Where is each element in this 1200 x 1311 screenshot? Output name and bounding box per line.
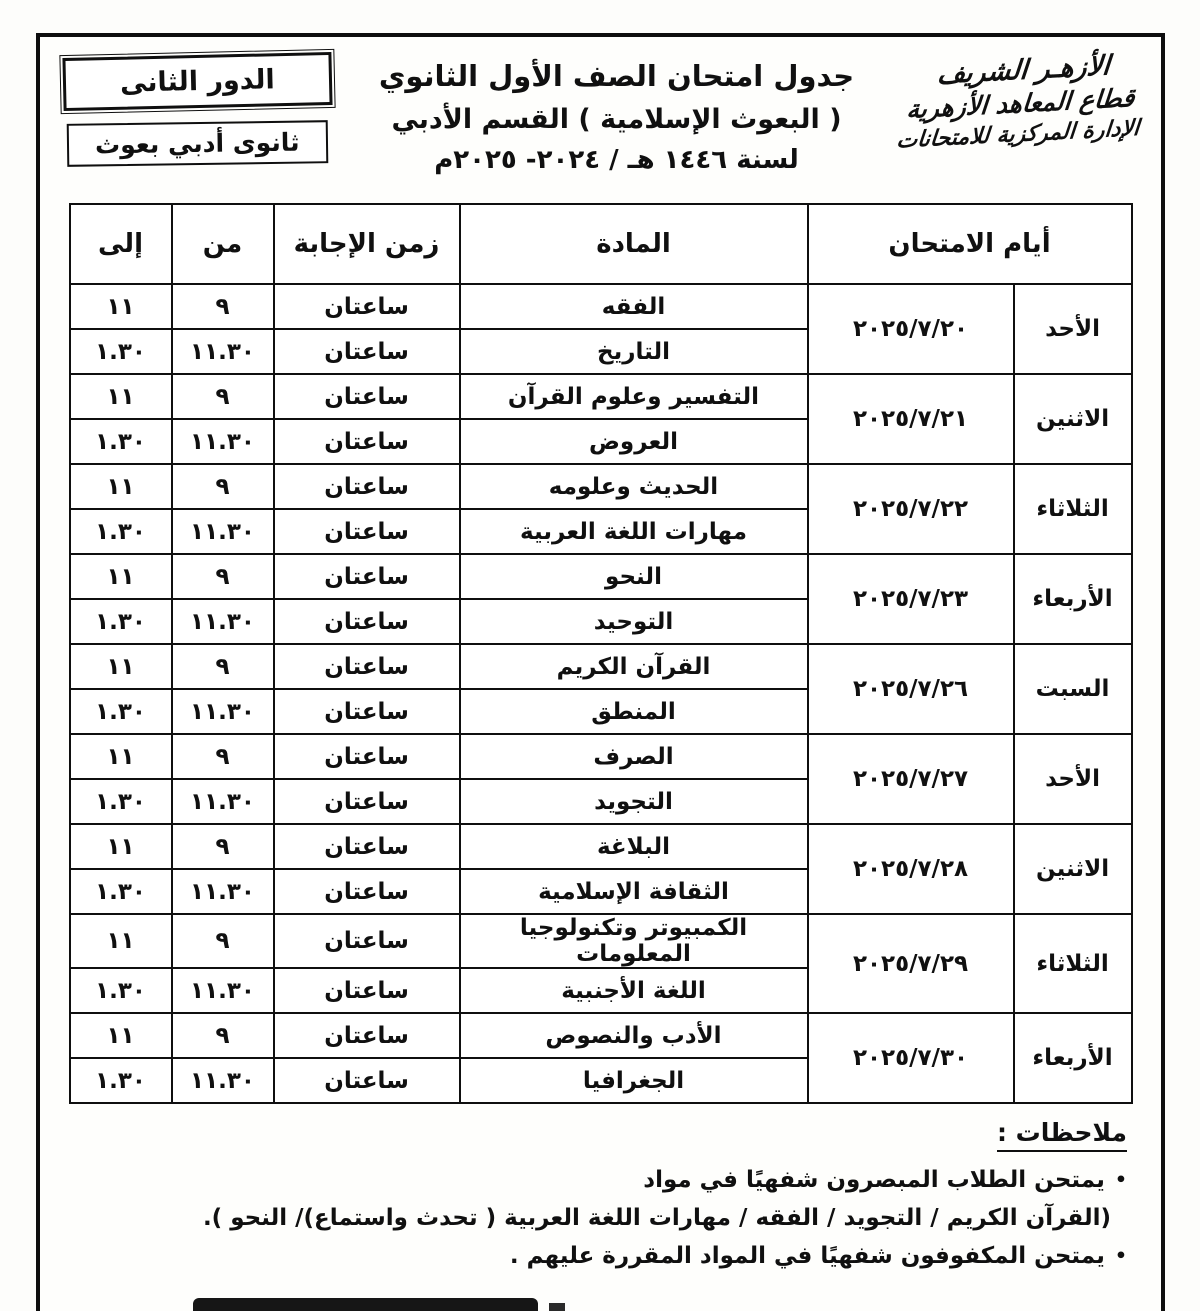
exam-from: ١١.٣٠ (172, 419, 274, 464)
exam-from: ٩ (172, 284, 274, 329)
exam-date: ٢٠٢٥/٧/٣٠ (808, 1013, 1014, 1103)
schedule-body (70, 284, 1132, 1103)
round-badge: الدور الثانى (62, 52, 332, 111)
exam-from: ٩ (172, 914, 274, 968)
col-header-to: إلى (70, 204, 172, 284)
exam-subject: الصرف (460, 734, 808, 779)
col-header-from: من (172, 204, 274, 284)
exam-duration: ساعتان (274, 374, 460, 419)
exam-subject: العروض (460, 419, 808, 464)
title-line-3: لسنة ١٤٤٦ هـ / ٢٠٢٤- ٢٠٢٥م (434, 145, 799, 175)
exam-to: ١.٣٠ (70, 1058, 172, 1103)
note-continuation (60, 1203, 1127, 1234)
exam-duration: ساعتان (274, 824, 460, 869)
exam-from: ٩ (172, 734, 274, 779)
exam-from: ٩ (172, 1013, 274, 1058)
exam-day: الثلاثاء (1014, 464, 1132, 554)
exam-date: ٢٠٢٥/٧/٢٢ (808, 464, 1014, 554)
schedule-row (70, 644, 1132, 689)
exam-to: ١١ (70, 914, 172, 968)
exam-day: الأحد (1014, 284, 1132, 374)
exam-from: ١١.٣٠ (172, 779, 274, 824)
azhar-emblem-calligraphy (891, 42, 1151, 156)
exam-duration: ساعتان (274, 284, 460, 329)
exam-subject: التجويد (460, 779, 808, 824)
exam-to: ١.٣٠ (70, 689, 172, 734)
header-badges (56, 49, 338, 165)
exam-to: ١١ (70, 374, 172, 419)
exam-from: ١١.٣٠ (172, 869, 274, 914)
exam-subject: التاريخ (460, 329, 808, 374)
exam-duration: ساعتان (274, 419, 460, 464)
exam-to: ١١ (70, 644, 172, 689)
note-item (60, 1165, 1127, 1196)
exam-date: ٢٠٢٥/٧/٢٣ (808, 554, 1014, 644)
exam-date: ٢٠٢٥/٧/٢٧ (808, 734, 1014, 824)
schedule-row (70, 464, 1132, 509)
exam-duration: ساعتان (274, 554, 460, 599)
exam-from: ١١.٣٠ (172, 1058, 274, 1103)
exam-day: الأربعاء (1014, 554, 1132, 644)
bullet-icon: • (1114, 1244, 1127, 1267)
exam-day: الأربعاء (1014, 1013, 1132, 1103)
exam-day: السبت (1014, 644, 1132, 734)
exam-duration: ساعتان (274, 464, 460, 509)
exam-duration: ساعتان (274, 599, 460, 644)
schedule-row (70, 914, 1132, 968)
col-header-exam-days: أيام الامتحان (808, 204, 1132, 284)
exam-from: ١١.٣٠ (172, 968, 274, 1013)
exam-from: ١١.٣٠ (172, 329, 274, 374)
exam-to: ١١ (70, 1013, 172, 1058)
exam-duration: ساعتان (274, 1058, 460, 1103)
exam-duration: ساعتان (274, 734, 460, 779)
table-header-row (70, 204, 1132, 284)
document-header (40, 37, 1161, 203)
exam-from: ٩ (172, 644, 274, 689)
exam-subject: النحو (460, 554, 808, 599)
exam-subject: مهارات اللغة العربية (460, 509, 808, 554)
exam-duration: ساعتان (274, 869, 460, 914)
exam-duration: ساعتان (274, 644, 460, 689)
emblem-line-3: الإدارة المركزية للامتحانات (895, 115, 1141, 154)
exam-subject: اللغة الأجنبية (460, 968, 808, 1013)
notes-title: ملاحظات : (997, 1118, 1127, 1152)
exam-from: ١١.٣٠ (172, 689, 274, 734)
exam-subject: التفسير وعلوم القرآن (460, 374, 808, 419)
exam-subject: الحديث وعلومه (460, 464, 808, 509)
exam-date: ٢٠٢٥/٧/٢٩ (808, 914, 1014, 1013)
exam-duration: ساعتان (274, 509, 460, 554)
exam-from: ٩ (172, 374, 274, 419)
exam-subject: التوحيد (460, 599, 808, 644)
notes-section (40, 1104, 1161, 1272)
schedule-row (70, 734, 1132, 779)
exam-subject: الكمبيوتر وتكنولوجيا المعلومات (460, 914, 808, 968)
schedule-row (70, 284, 1132, 329)
exam-subject: المنطق (460, 689, 808, 734)
exam-to: ١١ (70, 284, 172, 329)
exam-subject: الجغرافيا (460, 1058, 808, 1103)
exam-from: ١١.٣٠ (172, 509, 274, 554)
exam-subject: القرآن الكريم (460, 644, 808, 689)
schedule-row (70, 824, 1132, 869)
exam-subject: البلاغة (460, 824, 808, 869)
exam-day: الثلاثاء (1014, 914, 1132, 1013)
exam-day: الاثنين (1014, 374, 1132, 464)
exam-to: ١١ (70, 464, 172, 509)
note-text: يمتحن الطلاب المبصرون شفهيًا في مواد (643, 1167, 1105, 1193)
exam-day: الأحد (1014, 734, 1132, 824)
exam-to: ١١ (70, 554, 172, 599)
schedule-row (70, 554, 1132, 599)
exam-date: ٢٠٢٥/٧/٢٨ (808, 824, 1014, 914)
exam-to: ١.٣٠ (70, 779, 172, 824)
document-title-block (338, 49, 895, 175)
exam-from: ٩ (172, 554, 274, 599)
exam-subject: الثقافة الإسلامية (460, 869, 808, 914)
exam-subject: الفقه (460, 284, 808, 329)
exam-to: ١.٣٠ (70, 329, 172, 374)
exam-to: ١.٣٠ (70, 968, 172, 1013)
exam-to: ١.٣٠ (70, 599, 172, 644)
exam-duration: ساعتان (274, 1013, 460, 1058)
note-item (60, 1241, 1127, 1272)
exam-date: ٢٠٢٥/٧/٢٠ (808, 284, 1014, 374)
exam-subject: الأدب والنصوص (460, 1013, 808, 1058)
scan-edge-artifact (193, 1298, 538, 1311)
col-header-duration: زمن الإجابة (274, 204, 460, 284)
notes-lines (60, 1165, 1127, 1272)
exam-duration: ساعتان (274, 914, 460, 968)
exam-from: ١١.٣٠ (172, 599, 274, 644)
schedule-row (70, 374, 1132, 419)
schedule-row (70, 1013, 1132, 1058)
exam-to: ١١ (70, 824, 172, 869)
exam-to: ١١ (70, 734, 172, 779)
title-line-2: ( البعوث الإسلامية ) القسم الأدبي (391, 104, 842, 135)
exam-to: ١.٣٠ (70, 869, 172, 914)
exam-duration: ساعتان (274, 968, 460, 1013)
scan-edge-artifact-small (549, 1303, 565, 1311)
exam-from: ٩ (172, 824, 274, 869)
exam-from: ٩ (172, 464, 274, 509)
exam-date: ٢٠٢٥/٧/٢١ (808, 374, 1014, 464)
exam-duration: ساعتان (274, 779, 460, 824)
exam-date: ٢٠٢٥/٧/٢٦ (808, 644, 1014, 734)
exam-schedule-table (69, 203, 1133, 1104)
exam-day: الاثنين (1014, 824, 1132, 914)
note-text: (القرآن الكريم / التجويد / الفقه / مهارات اللغة العربية ( تحدث واستماع)/ النحو ). (202, 1205, 1111, 1232)
exam-to: ١.٣٠ (70, 509, 172, 554)
exam-to: ١.٣٠ (70, 419, 172, 464)
emblem-line-1: الأزهـر الشريف (935, 50, 1112, 91)
exam-duration: ساعتان (274, 689, 460, 734)
bullet-icon: • (1114, 1168, 1127, 1191)
note-text: يمتحن المكفوفون شفهيًا في المواد المقررة عليهم . (509, 1243, 1105, 1270)
page-frame (36, 33, 1165, 1311)
section-badge: ثانوى أدبي بعوث (66, 120, 327, 167)
col-header-subject: المادة (460, 204, 808, 284)
title-line-1: جدول امتحان الصف الأول الثانوي (378, 59, 855, 93)
emblem-line-2: قطاع المعاهد الأزهرية (905, 83, 1136, 125)
exam-duration: ساعتان (274, 329, 460, 374)
